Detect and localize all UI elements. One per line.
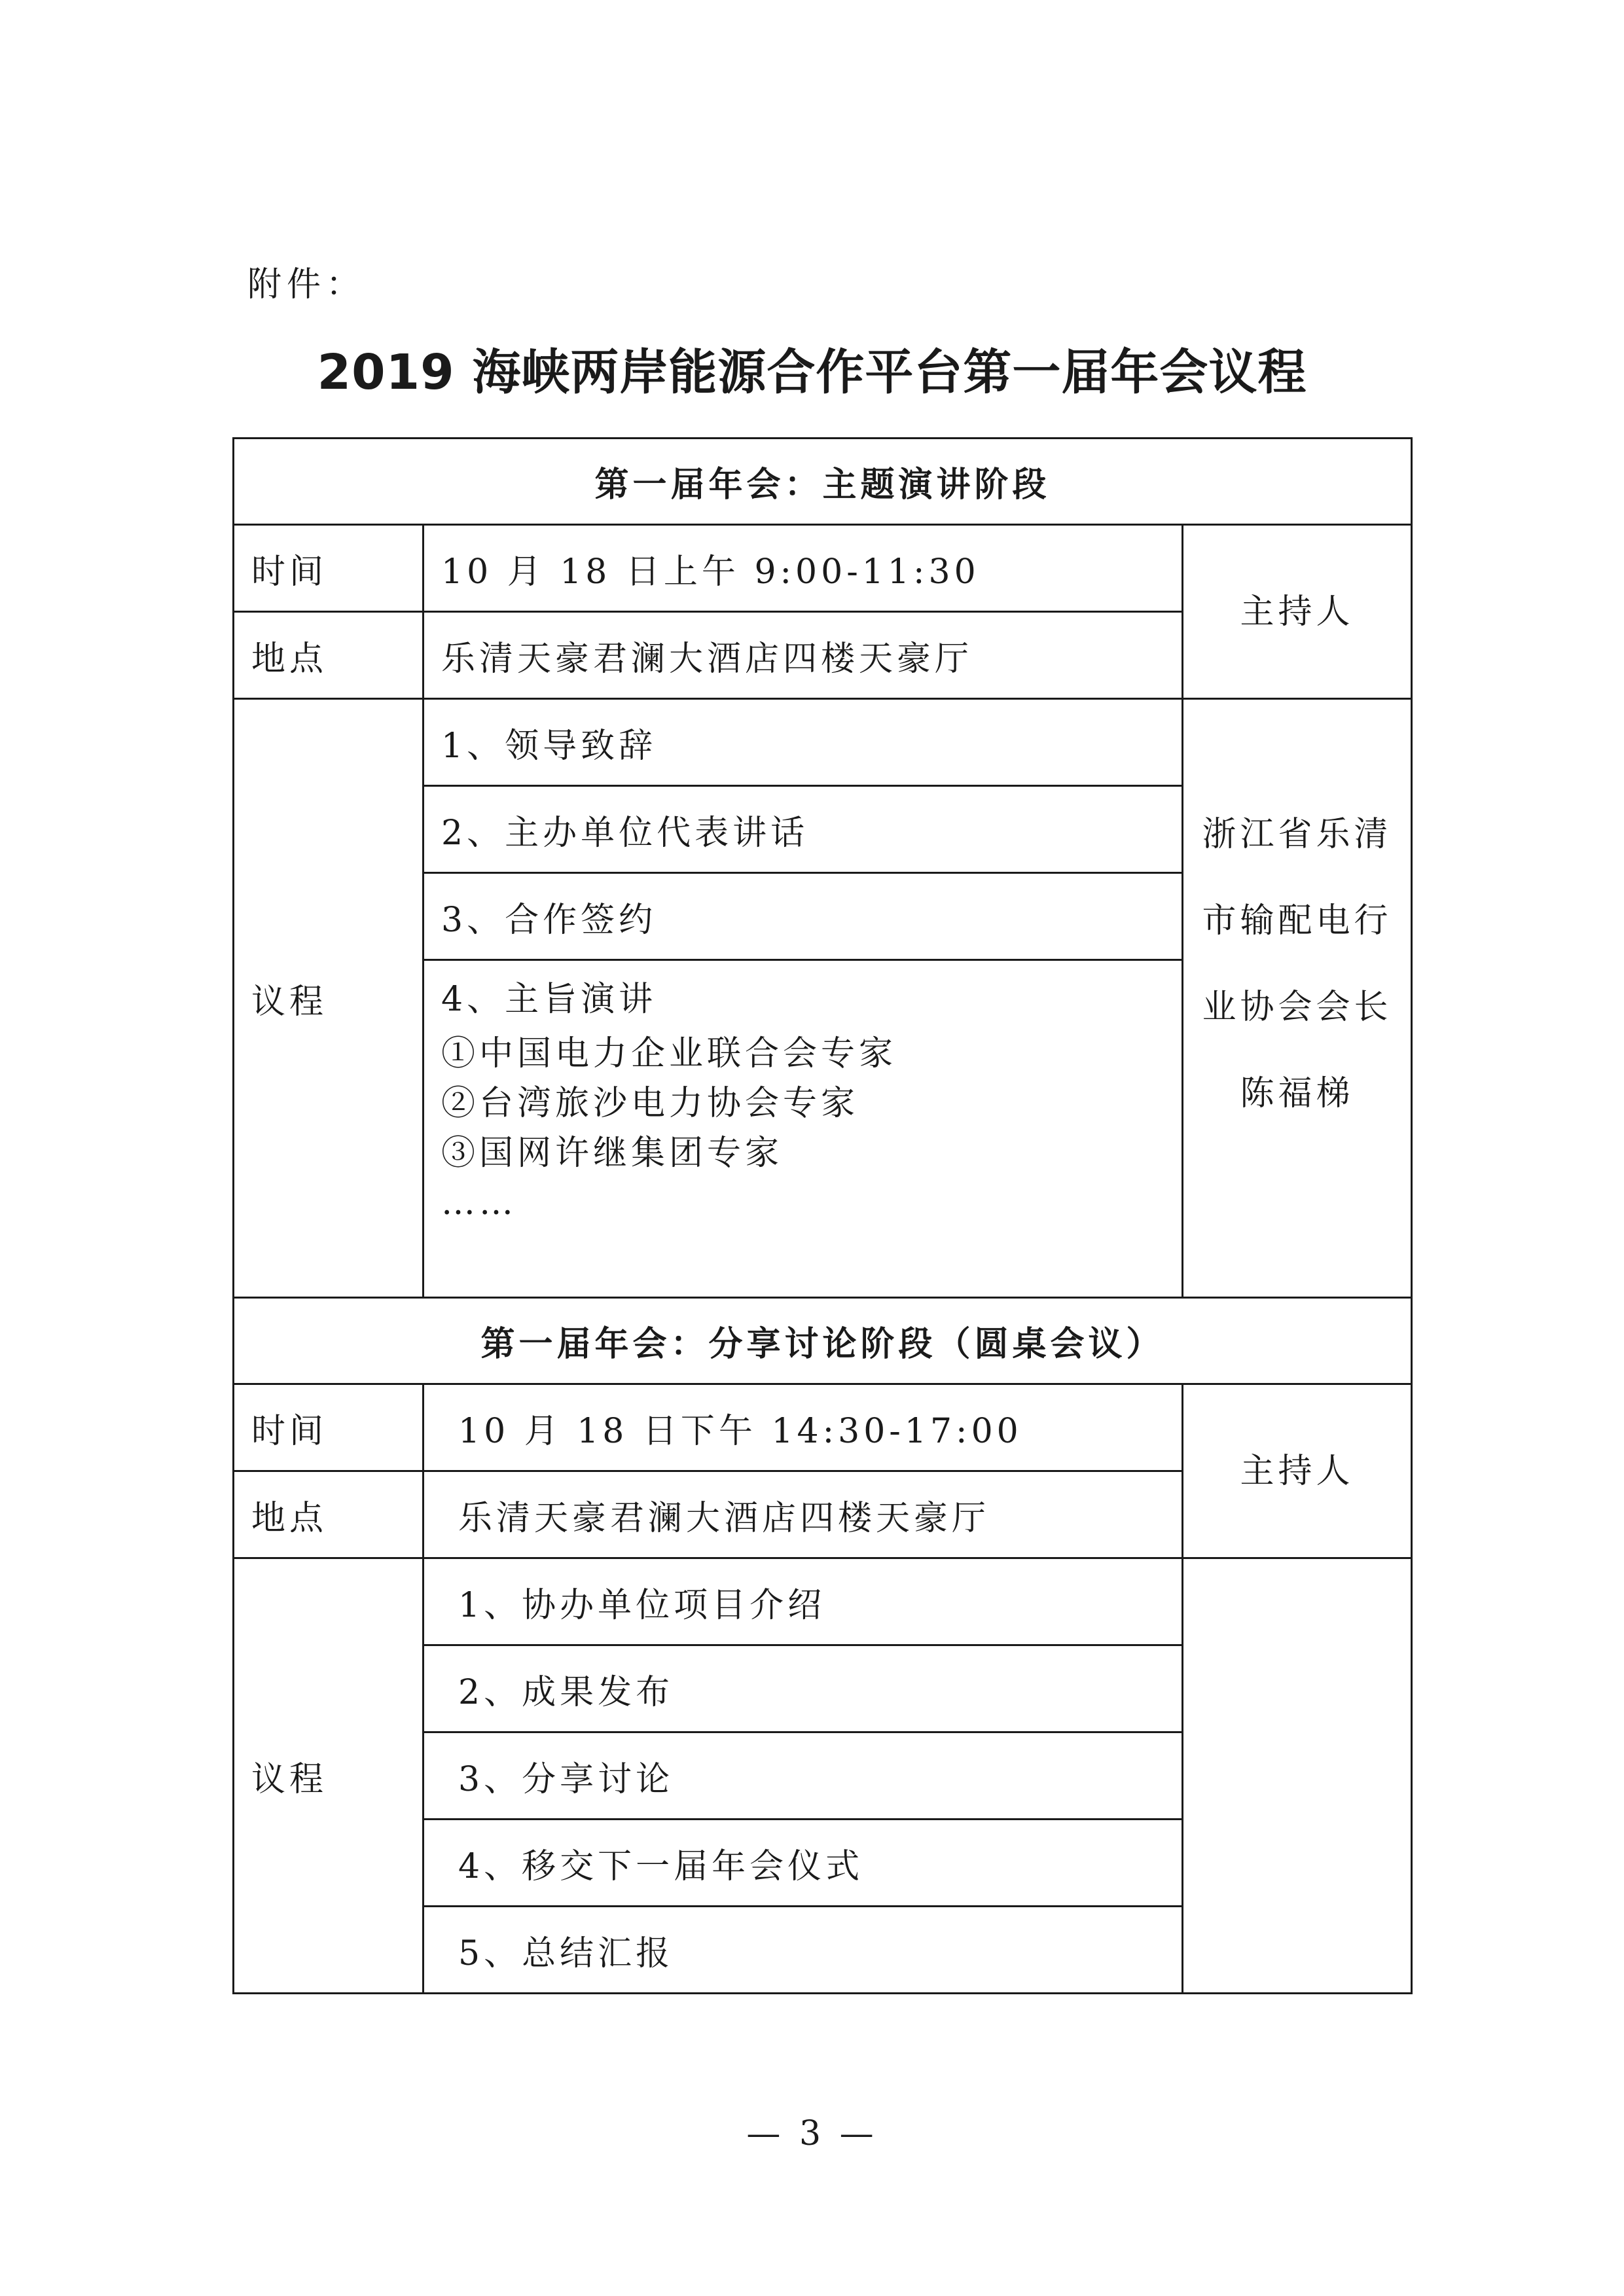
section1-agenda-item-3: 3、合作签约 [424,873,1183,960]
speaker-item: ②台湾旅沙电力协会专家 [441,1084,859,1123]
section1-agenda-item-4 [424,960,1183,1298]
section1-host-info [1183,699,1412,1298]
section2-agenda-label: 议程 [234,1558,424,1994]
section2-place-label: 地点 [234,1471,424,1558]
speaker-item: ③国网许继集团专家 [441,1134,784,1173]
section2-heading: 第一届年会：分享讨论阶段（圆桌会议） [234,1298,1412,1384]
speaker-ellipsis: …… [441,1183,517,1223]
section1-heading: 第一届年会：主题演讲阶段 [234,439,1412,525]
section2-host-empty [1183,1558,1412,1994]
section2-place-value: 乐清天豪君澜大酒店四楼天豪厅 [424,1471,1183,1558]
section1-host-label: 主持人 [1183,525,1412,699]
section1-agenda-label: 议程 [234,699,424,1298]
keynote-heading: 4、主旨演讲 [441,980,657,1019]
page-number: — 3 — [746,2114,878,2153]
section2-agenda-item-4: 4、移交下一届年会仪式 [424,1820,1183,1907]
section1-place-value: 乐清天豪君澜大酒店四楼天豪厅 [424,612,1183,699]
section2-agenda-item-3: 3、分享讨论 [424,1732,1183,1820]
section1-agenda-item-1: 1、领导致辞 [424,699,1183,786]
section2-agenda-item-5: 5、总结汇报 [424,1907,1183,1994]
section2-time-value: 10 月 18 日下午 14:30-17:00 [424,1384,1183,1471]
section2-time-label: 时间 [234,1384,424,1471]
section1-host-line: 市输配电行 [1202,901,1392,941]
section1-agenda-item-2: 2、主办单位代表讲话 [424,786,1183,873]
document-title: 2019 海峡两岸能源合作平台第一届年会议程 [317,344,1307,401]
section2-host-label: 主持人 [1183,1384,1412,1558]
attachment-label: 附件： [247,265,366,304]
section2-agenda-item-2: 2、成果发布 [424,1645,1183,1732]
section1-time-value: 10 月 18 日上午 9:00-11:30 [424,525,1183,612]
section1-place-label: 地点 [234,612,424,699]
agenda-table [232,437,1413,1994]
section1-host-line: 业协会会长 [1202,988,1392,1027]
section1-host-line: 浙江省乐清 [1202,815,1392,854]
speaker-item: ①中国电力企业联合会专家 [441,1034,897,1073]
section1-host-line: 陈福梯 [1240,1074,1354,1113]
section1-time-label: 时间 [234,525,424,612]
section2-agenda-item-1: 1、协办单位项目介绍 [424,1558,1183,1645]
